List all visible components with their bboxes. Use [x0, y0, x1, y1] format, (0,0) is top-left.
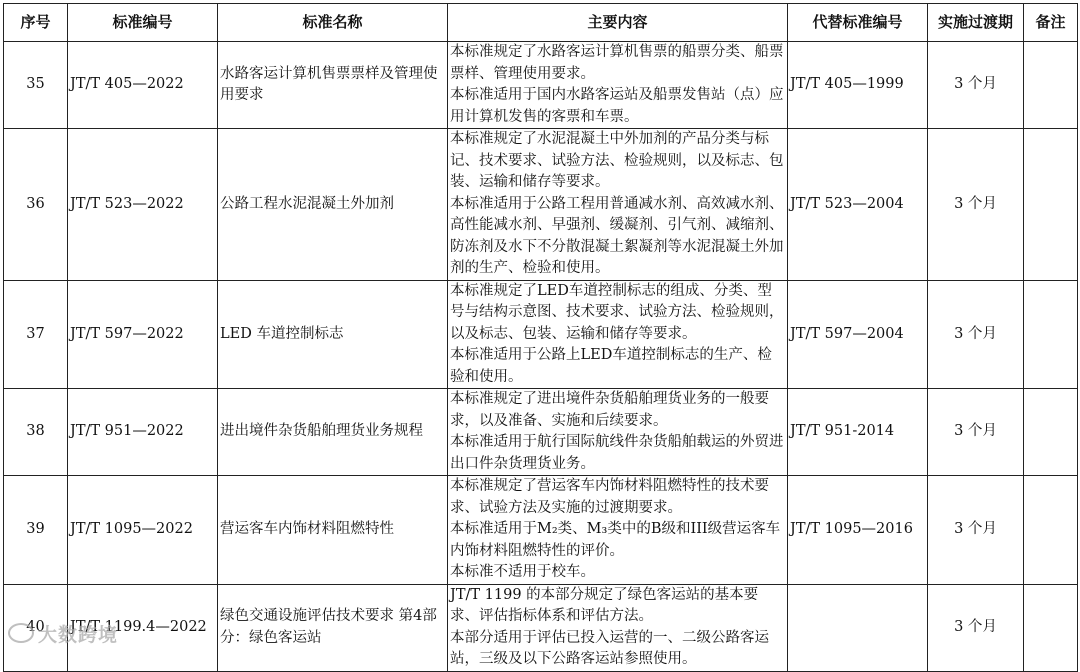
- content-paragraph: 本标准不适用于校车。: [450, 564, 595, 580]
- cell-index: 38: [4, 389, 68, 476]
- cell-code: JT/T 523—2022: [68, 129, 218, 281]
- cell-transition: 3 个月: [928, 476, 1024, 585]
- cell-content: [448, 584, 788, 671]
- table-row: [4, 584, 1078, 671]
- content-paragraph: JT/T 1199 的本部分规定了绿色客运站的基本要求、评估指标体系和评估方法。: [450, 586, 759, 624]
- cell-transition: 3 个月: [928, 280, 1024, 389]
- table-row: [4, 129, 1078, 281]
- header-code: 标准编号: [68, 4, 218, 42]
- watermark: [8, 620, 118, 647]
- content-paragraph: 本标准适用于公路工程用普通减水剂、高效减水剂、高性能减水剂、早强剂、缓凝剂、引气剂、减缩剂、防冻剂及水下不分散混凝土絮凝剂等水泥混凝土外加剂的生产、检验和使用。: [450, 195, 784, 276]
- header-row: [4, 4, 1078, 42]
- table-row: [4, 476, 1078, 585]
- cell-remark: [1024, 129, 1078, 281]
- cell-index: 36: [4, 129, 68, 281]
- cell-replaced: JT/T 951-2014: [788, 389, 928, 476]
- table-row: [4, 280, 1078, 389]
- content-paragraph: 本标准规定了LED车道控制标志的组成、分类、型号与结构示意图、技术要求、试验方法、检验规则，以及标志、包装、运输和储存等要求。: [450, 282, 784, 342]
- cell-replaced: JT/T 405—1999: [788, 42, 928, 129]
- cell-index: 39: [4, 476, 68, 585]
- cell-remark: [1024, 389, 1078, 476]
- content-paragraph: 本标准规定了营运客车内饰材料阻燃特性的技术要求、试验方法及实施的过渡期要求。: [450, 478, 769, 516]
- content-paragraph: 本标准规定了进出境件杂货船舶理货业务的一般要求，以及准备、实施和后续要求。: [450, 391, 769, 429]
- cell-name: LED 车道控制标志: [218, 280, 448, 389]
- weibo-logo-icon: [8, 623, 34, 643]
- cell-index: 40: [4, 584, 68, 671]
- content-paragraph: 本标准适用于公路上LED车道控制标志的生产、检验和使用。: [450, 347, 772, 385]
- header-remark: 备注: [1024, 4, 1078, 42]
- cell-remark: [1024, 584, 1078, 671]
- content-paragraph: 本标准适用于国内水路客运站及船票发售站（点）应用计算机发售的客票和车票。: [450, 87, 784, 125]
- content-paragraph: 本标准适用于M₂类、M₃类中的B级和III级营运客车内饰材料阻燃特性的评价。: [450, 521, 781, 559]
- cell-index: 37: [4, 280, 68, 389]
- table-row: [4, 389, 1078, 476]
- content-paragraph: 本标准规定了水路客运计算机售票的船票分类、船票票样、管理使用要求。: [450, 44, 784, 82]
- cell-remark: [1024, 42, 1078, 129]
- cell-transition: 3 个月: [928, 389, 1024, 476]
- cell-content: [448, 389, 788, 476]
- standards-table: [3, 3, 1078, 672]
- content-paragraph: 本标准规定了水泥混凝土中外加剂的产品分类与标记、技术要求、试验方法、检验规则，以及标志、包装、运输和储存等要求。: [450, 131, 784, 190]
- cell-content: [448, 280, 788, 389]
- header-index: 序号: [4, 4, 68, 42]
- table-row: [4, 42, 1078, 129]
- cell-replaced: JT/T 1095—2016: [788, 476, 928, 585]
- cell-content: [448, 476, 788, 585]
- cell-name: 营运客车内饰材料阻燃特性: [218, 476, 448, 585]
- cell-content: [448, 129, 788, 281]
- cell-name: 公路工程水泥混凝土外加剂: [218, 129, 448, 281]
- cell-content: [448, 42, 788, 129]
- cell-replaced: JT/T 523—2004: [788, 129, 928, 281]
- cell-code: JT/T 1095—2022: [68, 476, 218, 585]
- cell-name: 水路客运计算机售票票样及管理使用要求: [218, 42, 448, 129]
- content-paragraph: 本部分适用于评估已投入运营的一、二级公路客运站，三级及以下公路客运站参照使用。: [450, 629, 769, 667]
- header-name: 标准名称: [218, 4, 448, 42]
- header-replaced: 代替标准编号: [788, 4, 928, 42]
- cell-index: 35: [4, 42, 68, 129]
- cell-code: JT/T 1199.4—2022: [68, 584, 218, 671]
- content-paragraph: 本标准适用于航行国际航线件杂货船舶载运的外贸进出口件杂货理货业务。: [450, 434, 784, 472]
- header-content: 主要内容: [448, 4, 788, 42]
- watermark-text: 大数跨境: [38, 624, 119, 646]
- cell-transition: 3 个月: [928, 42, 1024, 129]
- cell-name: 绿色交通设施评估技术要求 第4部分：绿色客运站: [218, 584, 448, 671]
- cell-code: JT/T 951—2022: [68, 389, 218, 476]
- cell-remark: [1024, 476, 1078, 585]
- table-body: [4, 42, 1078, 672]
- cell-replaced: [788, 584, 928, 671]
- cell-transition: 3 个月: [928, 584, 1024, 671]
- table-header: [4, 4, 1078, 42]
- cell-name: 进出境件杂货船舶理货业务规程: [218, 389, 448, 476]
- cell-transition: 3 个月: [928, 129, 1024, 281]
- cell-remark: [1024, 280, 1078, 389]
- cell-replaced: JT/T 597—2004: [788, 280, 928, 389]
- cell-code: JT/T 405—2022: [68, 42, 218, 129]
- cell-code: JT/T 597—2022: [68, 280, 218, 389]
- header-transition: 实施过渡期: [928, 4, 1024, 42]
